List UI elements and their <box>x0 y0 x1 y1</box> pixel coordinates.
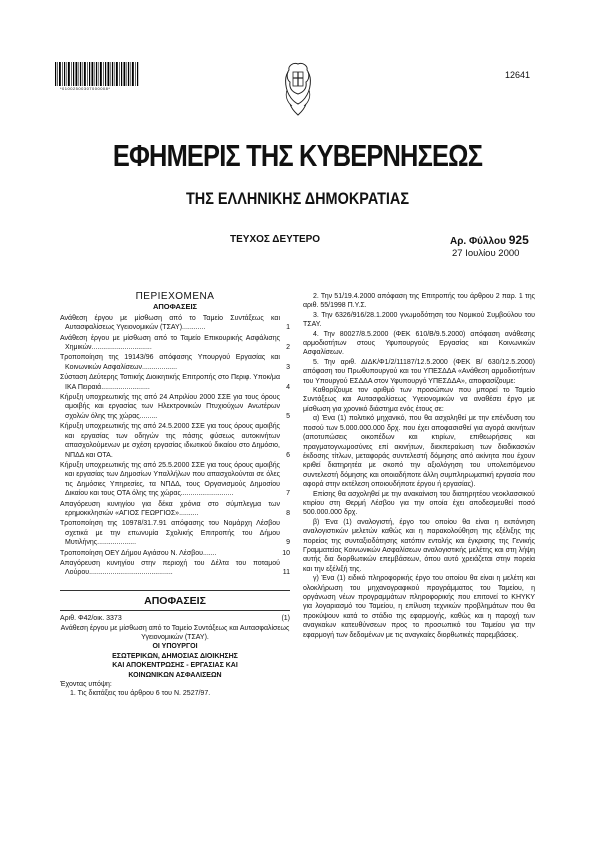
left-column <box>60 288 290 699</box>
sheet-label: Αρ. Φύλλου <box>450 236 506 247</box>
coat-of-arms-icon <box>282 60 314 118</box>
toc-item: Κήρυξη υποχρεωτικής της από 24.5.2000 ΣΣΕ για τους όρους αμοιβής και εργασίας των οδηγών της πάσης φύσεως αυτοκινήτων απασχολούμενων με σχέση εργασίας ιδιωτικού δικαίου στο Δημόσιο, ΝΠΔΔ και ΟΤΑ. 6 <box>60 423 290 459</box>
barcode <box>55 62 139 86</box>
toc-item: Σύσταση Δεύτερης Τοπικής Διοικητικής Επιτροπής στο Περιφ. Υποκ/μα ΙΚΑ Πειραιά......................... 4 <box>60 374 290 391</box>
ministers-line: ΚΟΙΝΩΝΙΚΩΝ ΑΣΦΑΛΙΣΕΩΝ <box>128 671 222 679</box>
having-regard: Έχοντας υπόψη: <box>60 681 112 689</box>
provision-item: 1. Τις διατάξεις του άρθρου 6 του Ν. 2527/97. <box>70 690 211 698</box>
ministers-title: ΟΙ ΥΠΟΥΡΓΟΙ <box>152 643 198 651</box>
decision-ref: Αριθ. Φ42/οικ. 3373 <box>60 615 122 623</box>
divider <box>60 610 290 611</box>
sheet-number-line <box>450 233 529 247</box>
toc-item: Τροποποίηση της 19143/96 απόφασης Υπουργού Εργασίας και Κοινωνικών Ασφαλίσεων.................. 3 <box>60 354 290 371</box>
toc-item: Τροποποίηση ΟΕΥ Δήμου Αγιάσου Ν. Λέσβου....... 10 <box>60 549 290 557</box>
right-column <box>303 292 535 640</box>
sheet-number: 925 <box>508 233 529 247</box>
decision-ref-no: (1) <box>281 615 290 623</box>
toc-item: Απαγόρευση κυνηγίου για δέκα χρόνια στο σύμπλεγμα των ερημοκκλησιών «ΑΓΙΟΣ ΓΕΩΡΓΙΟΣ».......... 8 <box>60 500 290 517</box>
toc-list <box>60 314 290 578</box>
issue-volume: ΤΕΥΧΟΣ ΔΕΥΤΕΡΟ <box>230 234 321 245</box>
toc-title: ΠΕΡΙΕΧΟΜΕΝΑ <box>135 291 215 302</box>
paragraph: β) Ένα (1) αναλογιστή, έργο του οποίου θα είναι η εκπόνηση αναλογιστικών μελετών καθώς και η παρακολούθηση της εξέλιξης της πορείας της συνταξιοδότησης κατόπιν εντολής και έγκρισης της Γενικής Γραμματείας Κοινωνικών Ασφαλίσεων αναλογιστικής μελέτης και στη λήψη αυτής δια διορθωτικών επεμβάσεων, όπου αυτό χρειάζεται στην πορεία και την εξέλιξή της. <box>303 518 535 573</box>
paragraph: 3. Την 6326/916/28.1.2000 γνωμοδότηση του Νομικού Συμβούλου του ΤΣΑΥ. <box>303 311 535 329</box>
decision-header <box>60 614 290 623</box>
toc-item: Ανάθεση έργου με μίσθωση από το Ταμείο Συντάξεως και Αυτασφαλίσεως Υγειονομικών (ΤΣΑΥ)............ 1 <box>60 314 290 332</box>
page-number: 12641 <box>505 70 531 80</box>
gazette-subtitle: ΤΗΣ ΕΛΛΗΝΙΚΗΣ ΔΗΜΟΚΡΑΤΙΑΣ <box>185 189 410 208</box>
toc-subtitle: ΑΠΟΦΑΣΕΙΣ <box>152 302 198 312</box>
paragraph: γ) Ένα (1) ειδικό πληροφορικής έργο του οποίου θα είναι η μελέτη και ολοκλήρωση του μηχανογραφικού προγράμματος του Ταμείου, η οργάνωση νέων προγραμμάτων πληροφορικής που επιτονεί το ΚΗΥΚΥ για λογαριασμό του Ταμείου, η επίλυση τεχνικών προβλημάτων που θα προκύψουν κατά το στάδιο της εφαρμογής, καθώς και η παροχή των αναγκαίων κατευθύνσεων προς το προσωπικό του Ταμείου για την εφαρμογή των δεδομένων με τις αναγκαίες διορθωτικές παρεμβάσεις. <box>303 575 535 639</box>
paragraph: 4. Την 80027/8.5.2000 (ΦΕΚ 610/Β/9.5.2000) απόφαση ανάθεσης αρμοδιοτήτων στους Υφυπουργούς Εργασίας και Κοινωνικών Ασφαλίσεων. <box>303 330 535 357</box>
decision-subject: Ανάθεση έργου με μίσθωση από το Ταμείο Συντάξεως και Αυτασφαλίσεως Υγειονομικών (ΤΣΑΥ). <box>60 624 290 641</box>
ministers-line: ΕΣΩΤΕΡΙΚΩΝ, ΔΗΜΟΣΙΑΣ ΔΙΟΙΚΗΣΗΣ <box>112 652 238 660</box>
issue-date: 27 Ιουλίου 2000 <box>452 248 520 259</box>
toc-item: Τροποποίηση της 10978/31.7.91 απόφασης του Νομάρχη Λέσβου σχετικά με την επωνυμία Σχολικής Επιτροπής του Δήμου Μυτιλήνης.................... 9 <box>60 520 290 547</box>
paragraph: Επίσης θα ασχοληθεί με την ανακαίνιση του διατηρητέου νεοκλασσικού κτιρίου στη Θερμή Λέσβου για την οποία έχει αποδεσμευθεί ποσό 500.000.000 δρχ. <box>303 490 535 517</box>
toc-item: Ανάθεση έργου με μίσθωση από το Ταμείο Επικουρικής Ασφάλισης Χημικών............................... 2 <box>60 334 290 352</box>
paragraph: Καθορίζουμε τον αριθμό των προσώπων που μπορεί το Ταμείο Συντάξεως και Αυτασφαλίσεως Υγειονομικών να αναθέσει έργο με μίσθωση για χρονικό διάστημα ενός έτους σε: <box>303 387 535 413</box>
paragraph: 5. Την αριθ. ΔΙΔΚ/Φ1/2/11187/12.5.2000 (ΦΕΚ Β/ 630/12.5.2000) απόφαση του Πρωθυπουργού και του ΥΠΕΣΔΔΑ «Ανάθεση αρμοδιοτήτων του Υπουργού ΕΣΔΔΑ στον Υφυπουργό ΥΠΕΣΔΔΑ», αποφασίζουμε: <box>303 358 535 385</box>
divider <box>60 590 290 591</box>
paragraph: α) Ένα (1) πολιτικό μηχανικό, που θα ασχοληθεί με την επένδυση του ποσού των 5.000.000.000 δρχ. που έχει αποφασισθεί για αγορά ακινήτων (αποτυπώσεις οικοπέδων και κτιρίων, επιθεωρήσεις και πραγματογνωμοσύνες επί ακινήτων, διεκπεραίωση των διαδικασιών έκδοσης τίτλων, μεταφοράς συντελεστή δόμησης από ακίνητα που έχουν κριθεί διατηρητέα με σκοπό την αξιολόγηση του υπολειπόμενου συντελεστή δόμησης και οποιαδήποτε άλλη συμπληρωματική εργασία που αφορά στην εκτέλεση οποιουδήποτε έργου ή εργασίας). <box>303 415 535 489</box>
toc-item: Κήρυξη υποχρεωτικής της από 25.5.2000 ΣΣΕ για τους όρους αμοιβής και εργασίας των Δημοσίων Υπαλλήλων που απασχολούνται σε όλες τις Δημόσιες Υπηρεσίες, τα ΝΠΔΔ, τους Οργανισμούς Δημοσίου Δικαίου και τους ΟΤΑ όλης της χώρας........................... 7 <box>60 461 290 498</box>
toc-item: Κήρυξη υποχρεωτικής της από 24 Απριλίου 2000 ΣΣΕ για τους όρους αμοιβής και εργασίας των Ηλεκτρονικών Πτυχιούχων Ανωτέρων σχολών όλης της χώρας......... 5 <box>60 394 290 420</box>
gazette-title: ΕΦΗΜΕΡΙΣ ΤΗΣ ΚΥΒΕΡΝΗΣΕΩΣ <box>112 138 483 173</box>
toc-item: Απαγόρευση κυνηγίου στην περιοχή του Δέλτα του ποταμού Λούρου........................................... 11 <box>60 559 290 577</box>
ministers-line: ΚΑΙ ΑΠΟΚΕΝΤΡΩΣΗΣ - ΕΡΓΑΣΙΑΣ ΚΑΙ <box>112 662 238 670</box>
paragraph: 2. Την 51/19.4.2000 απόφαση της Επιτροπής του άρθρου 2 παρ. 1 της αριθ. 55/1998 Π.Υ.Σ. <box>303 293 535 310</box>
barcode-number: *01002500307000008* <box>60 86 111 91</box>
decisions-title: ΑΠΟΦΑΣΕΙΣ <box>144 594 206 607</box>
